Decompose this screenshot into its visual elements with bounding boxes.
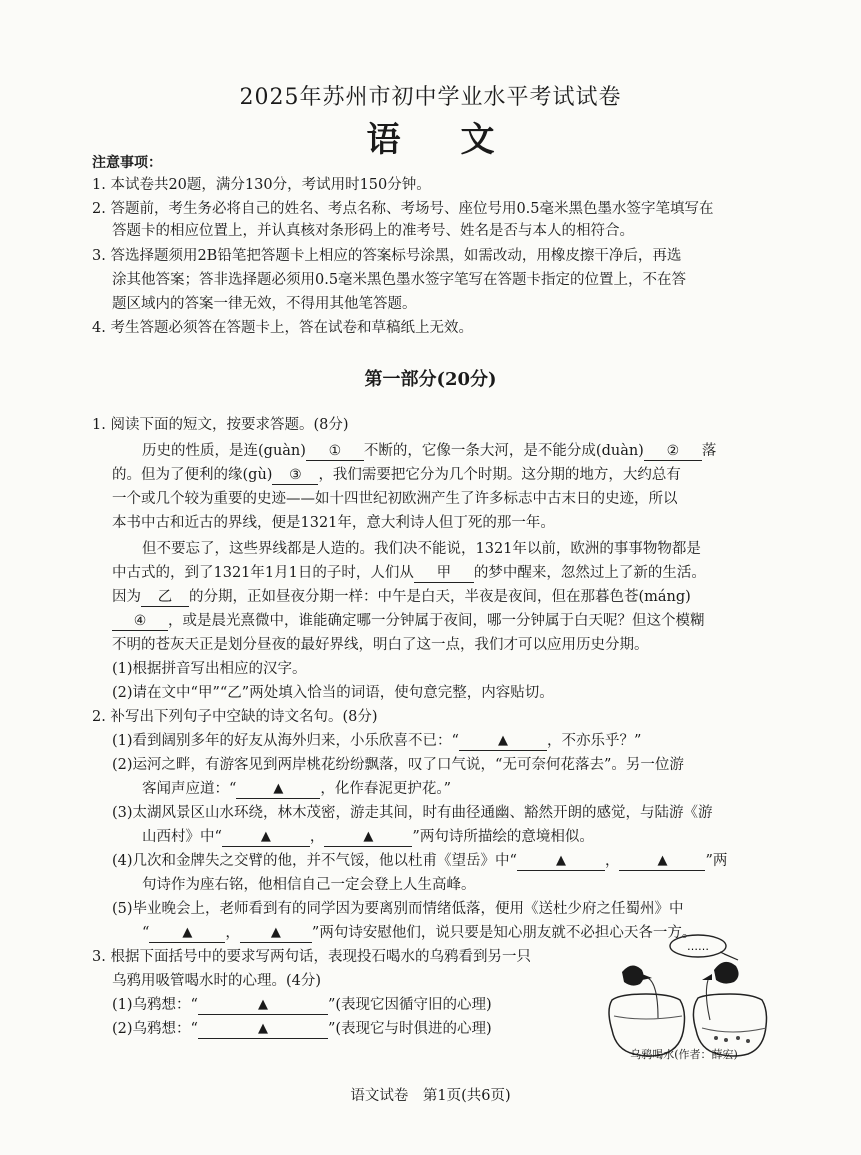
answer-blank[interactable]: ▲	[149, 924, 225, 943]
q3-stem-cont: 乌鸦用吸管喝水时的心理。(4分)	[112, 973, 322, 989]
pebble	[736, 1036, 740, 1040]
notice-line-3-cont: 涂其他答案；答非选择题必须用0.5毫米黑色墨水签字笔写在答题卡指定的位置上，不在答	[112, 272, 687, 288]
pebble	[724, 1038, 728, 1042]
q1-sub-1: (1)根据拼音写出相应的汉字。	[112, 661, 307, 677]
right-crow-straw	[706, 980, 710, 1020]
q3-text: (2)乌鸦想：“	[112, 1021, 198, 1037]
q2-text: ，化作春泥更护花。”	[320, 781, 452, 797]
q2-item-4-cont: 句诗作为座右铭，他相信自己一定会登上人生高峰。	[142, 877, 476, 893]
pebble	[714, 1036, 718, 1040]
q2-text: (1)看到阔别多年的好友从海外归来，小乐欣喜不已：“	[112, 733, 459, 749]
q1-passage-line	[112, 563, 706, 583]
left-crow-straw	[648, 978, 658, 1018]
q1-text: 的梦中醒来，忽然过上了新的生活。	[473, 565, 706, 581]
answer-blank[interactable]: ▲	[459, 732, 547, 751]
notice-line-4: 4. 考生答题必须答在答题卡上，答在试卷和草稿纸上无效。	[92, 320, 473, 336]
q1-passage-line: 一个或几个较为重要的史迹——如十四世纪初欧洲产生了许多标志中古末日的史迹，所以	[112, 491, 678, 507]
answer-blank[interactable]: ▲	[619, 852, 705, 871]
q2-item-2-cont	[142, 779, 451, 799]
notice-line-3-cont2: 题区域内的答案一律无效，不得用其他笔答题。	[112, 296, 417, 312]
answer-blank[interactable]: ▲	[198, 996, 328, 1015]
q2-text: ”两句诗所描绘的意境相似。	[412, 829, 594, 845]
q1-passage-line	[112, 611, 705, 631]
answer-blank[interactable]: ▲	[240, 924, 312, 943]
q3-item-2	[112, 1019, 492, 1039]
right-crow-beak	[702, 974, 712, 980]
left-crow	[622, 965, 644, 985]
q2-item-5: (5)毕业晚会上，老师看到有的同学因为要离别而情绪低落，便用《送杜少府之任蜀州》中	[112, 901, 684, 917]
q3-item-1	[112, 995, 492, 1015]
q2-item-4	[112, 851, 727, 871]
q2-text: ”两句诗安慰他们，说只要是知心朋友就不必担心天各一方。	[311, 925, 697, 941]
q1-text: ，我们需要把它分为几个时期。这分期的地方，大约总有	[318, 467, 681, 483]
subject-title: 语文	[366, 120, 555, 160]
notice-heading: 注意事项：	[92, 155, 162, 171]
q2-item-2: (2)运河之畔，有游客见到两岸桃花纷纷飘落，叹了口气说，“无可奈何花落去”。另一位游	[112, 757, 684, 773]
q1-text: 的分期，正如昼夜分期一样：中午是白天，半夜是夜间，但在那暮色苍(máng)	[189, 589, 691, 605]
exam-title: 2025年苏州市初中学业水平考试试卷	[239, 85, 622, 110]
answer-blank[interactable]: ▲	[236, 780, 320, 799]
q1-text: 因为	[112, 589, 141, 605]
q1-text: 落	[701, 443, 717, 459]
notice-line-2: 2. 答题前，考生务必将自己的姓名、考点名称、考场号、座位号用0.5毫米黑色墨水签字笔填写在	[92, 201, 714, 217]
q1-text: 不断的，它像一条大河，是不能分成(duàn)	[363, 443, 644, 459]
right-crow	[714, 962, 739, 984]
speech-bubble-text: ……	[687, 940, 709, 953]
q1-text: 的。但为了便利的缘(gù)	[112, 467, 273, 483]
left-pot-water	[614, 1016, 682, 1019]
blank-3[interactable]: ③	[272, 466, 318, 485]
q1-text: ，或是晨光熹微中，谁能确定哪一分钟属于夜间，哪一分钟属于白天呢？但这个模糊	[168, 613, 705, 629]
q1-text: 历史的性质，是连(guàn)	[142, 443, 306, 459]
q1-passage-line: 但不要忘了，这些界线都是人造的。我们决不能说，1321年以前，欧洲的事事物物都是	[142, 541, 701, 557]
right-pot-water	[702, 1028, 766, 1032]
notice-line-1: 1. 本试卷共20题，满分130分，考试用时150分钟。	[92, 177, 431, 193]
q2-text: 客闻声应道：“	[142, 781, 237, 797]
q2-stem: 2. 补写出下列句子中空缺的诗文名句。(8分)	[92, 709, 378, 725]
q3-text: (1)乌鸦想：“	[112, 997, 198, 1013]
q2-text: ”两	[705, 853, 728, 869]
q2-text: ，	[309, 829, 325, 845]
q2-item-3-cont	[142, 827, 594, 847]
q1-passage-line: 不明的苍灰天正是划分昼夜的最好界线，明白了这一点，我们才可以应用历史分期。	[112, 637, 649, 653]
q2-text: ，	[225, 925, 240, 941]
q2-text: (4)几次和金牌失之交臂的他，并不气馁，他以杜甫《望岳》中“	[112, 853, 517, 869]
q1-passage-line	[112, 587, 691, 607]
q1-passage-line	[112, 465, 681, 485]
q1-passage-line	[142, 441, 716, 461]
blank-2[interactable]: ②	[644, 442, 702, 461]
part-title: 第一部分(20分)	[364, 369, 497, 390]
q2-text: ，	[604, 853, 620, 869]
blank-jia[interactable]: 甲	[414, 564, 474, 583]
figure-caption: 乌鸦喝水(作者：薛宏)	[630, 1048, 738, 1061]
q2-text: 山西村》中“	[142, 829, 222, 845]
left-crow-beak	[642, 974, 652, 980]
answer-blank[interactable]: ▲	[222, 828, 310, 847]
answer-blank[interactable]: ▲	[324, 828, 412, 847]
q3-text: ”(表现它因循守旧的心理)	[327, 997, 492, 1013]
page-footer: 语文试卷 第1页(共6页)	[350, 1088, 511, 1104]
q2-text: ，不亦乐乎？”	[546, 733, 642, 749]
q1-sub-2: (2)请在文中“甲”“乙”两处填入恰当的词语，使句意完整，内容贴切。	[112, 685, 554, 701]
q2-item-1	[112, 731, 641, 751]
q3-stem: 3. 根据下面括号中的要求写两句话，表现投石喝水的乌鸦看到另一只	[92, 949, 531, 965]
blank-4[interactable]: ④	[112, 612, 168, 631]
answer-blank[interactable]: ▲	[198, 1020, 328, 1039]
notice-line-2-cont: 答题卡的相应位置上，并认真核对条形码上的准考号、姓名是否与本人的相符合。	[112, 223, 634, 239]
blank-yi[interactable]: 乙	[141, 588, 189, 607]
blank-1[interactable]: ①	[306, 442, 364, 461]
q2-text: “	[142, 925, 150, 941]
pebble	[746, 1039, 750, 1043]
q3-text: ”(表现它与时俱进的心理)	[327, 1021, 492, 1037]
notice-line-3: 3. 答选择题须用2B铅笔把答题卡上相应的答案标号涂黑，如需改动，用橡皮擦干净后，再选	[92, 248, 682, 264]
q2-item-3: (3)太湖风景区山水环绕，林木茂密，游走其间，时有曲径通幽、豁然开朗的感觉，与陆游《游	[112, 805, 713, 821]
q1-stem: 1. 阅读下面的短文，按要求答题。(8分)	[92, 417, 349, 433]
answer-blank[interactable]: ▲	[517, 852, 605, 871]
q1-text: 中古式的，到了1321年1月1日的子时，人们从	[112, 565, 414, 581]
speech-bubble-tail	[720, 952, 738, 960]
q1-passage-line: 本书中古和近古的界线，便是1321年，意大利诗人但丁死的那一年。	[112, 515, 555, 531]
